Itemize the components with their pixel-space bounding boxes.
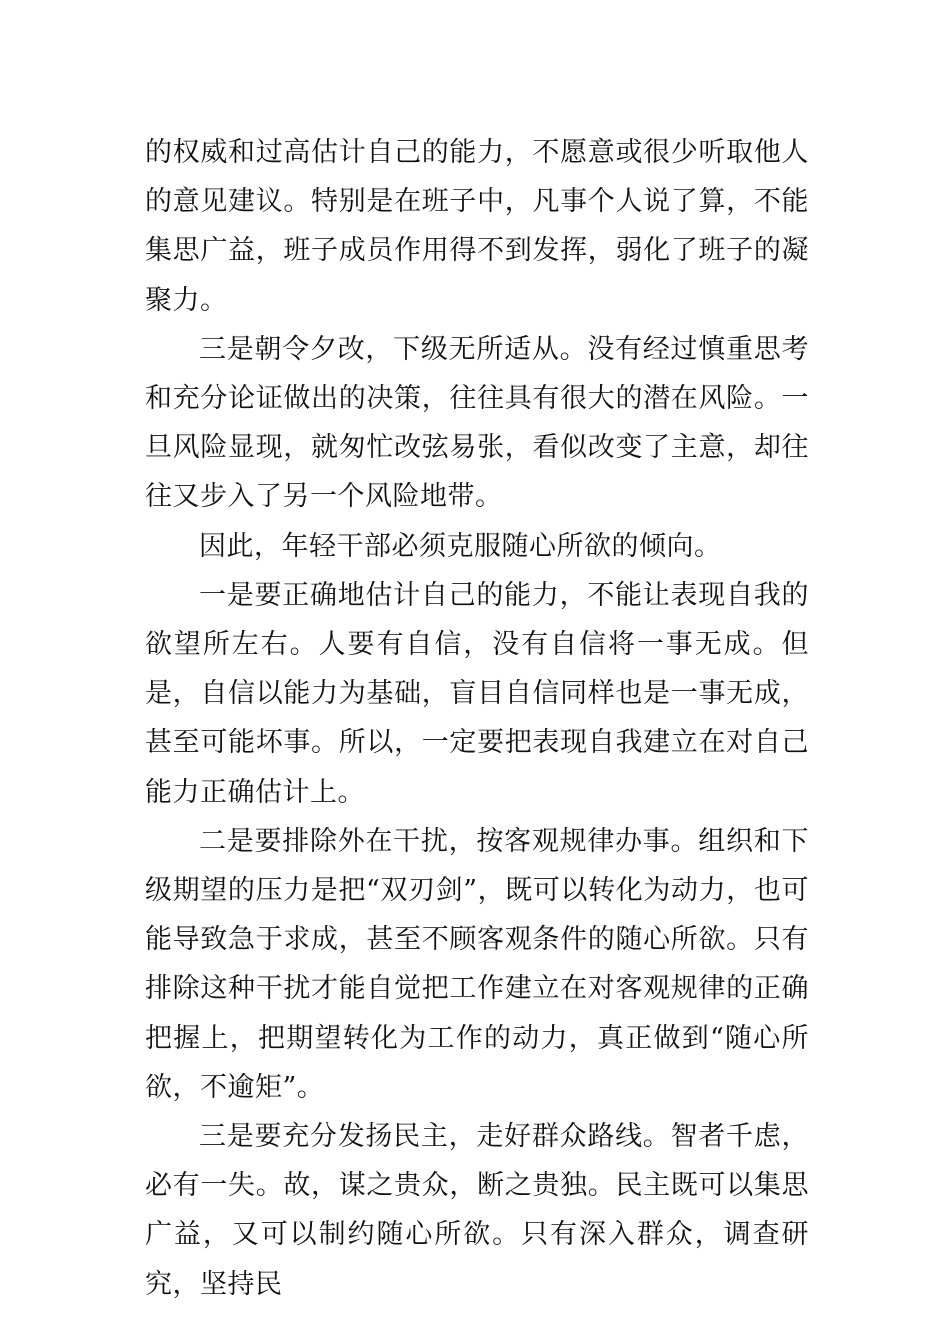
document-body <box>145 128 809 1309</box>
paragraph-remedy-three: 三是要充分发扬民主，走好群众路线。智者千虑，必有一失。故，谋之贵众，断之贵独。民主既可以集思广益，又可以制约随心所欲。只有深入群众，调查研究，坚持民 <box>145 1121 809 1300</box>
paragraph-continuation: 的权威和过高估计自己的能力，不愿意或很少听取他人的意见建议。特别是在班子中，凡事个人说了算，不能集思广益，班子成员作用得不到发挥，弱化了班子的凝聚力。 <box>145 137 809 316</box>
paragraph-third-point: 三是朝令夕改，下级无所适从。没有经过慎重思考和充分论证做出的决策，往往具有很大的潜在风险。一旦风险显现，就匆忙改弦易张，看似改变了主意，却往往又步入了另一个风险地带。 <box>145 333 809 513</box>
paragraph-conclusion: 因此，年轻干部必须克服随心所欲的倾向。 <box>199 530 722 562</box>
paragraph-remedy-one: 一是要正确地估计自己的能力，不能让表现自我的欲望所左右。人要有自信，没有自信将一事无成。但是，自信以能力为基础，盲目自信同样也是一事无成，甚至可能坏事。所以，一定要把表现自我建立在对自己能力正确估计上。 <box>145 579 809 808</box>
paragraph-remedy-two: 二是要排除外在干扰，按客观规律办事。组织和下级期望的压力是把“双刃剑”，既可以转化为动力，也可能导致急于求成，甚至不顾客观条件的随心所欲。只有排除这种干扰才能自觉把工作建立在对客观规律的正确把握上，把期望转化为工作的动力，真正做到“随心所欲，不逾矩”。 <box>145 825 809 1103</box>
